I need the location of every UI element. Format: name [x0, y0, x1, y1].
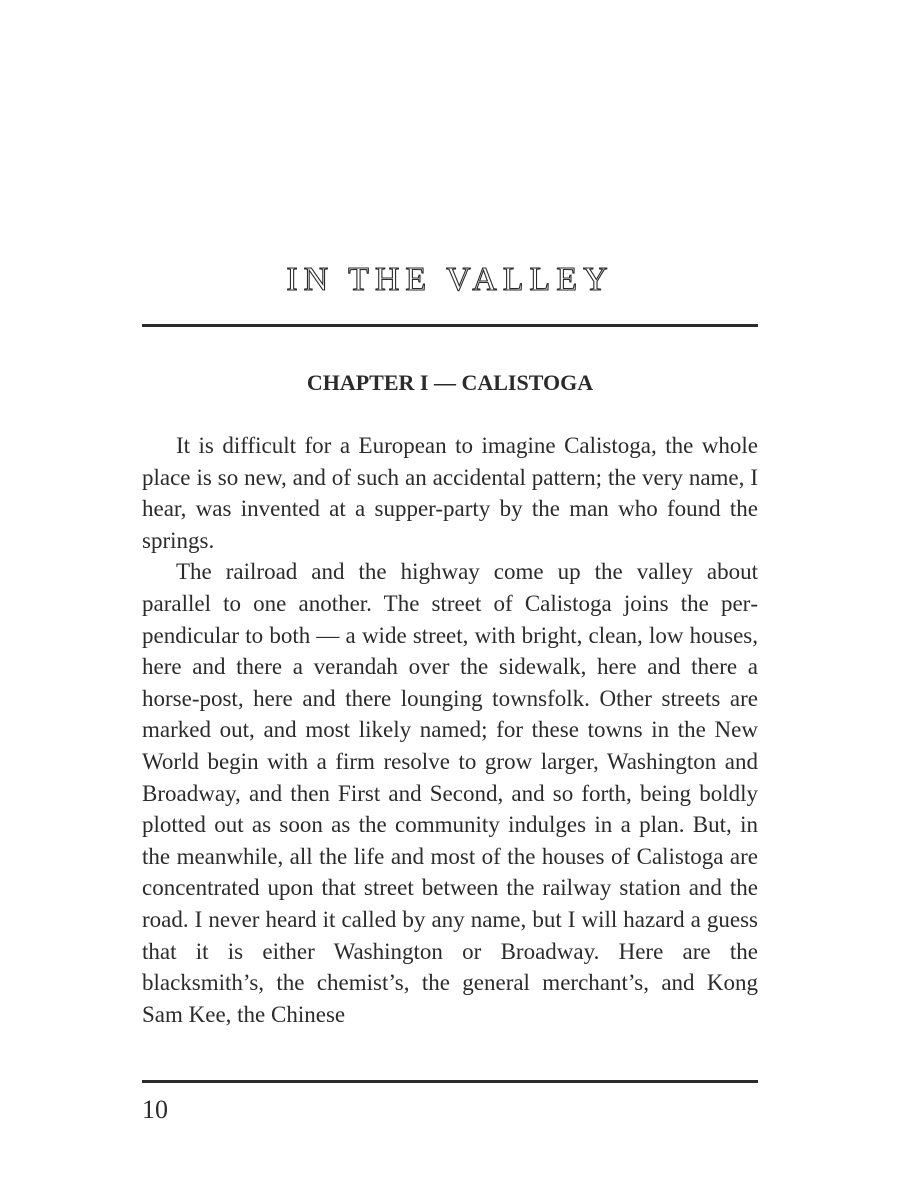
- part-title: IN THE VALLEY: [286, 261, 614, 298]
- paragraph-1: It is difficult for a European to imagine Calistoga, the whole place is so new, and of such an accidental pattern; the very name, I hear, was invented at a supper-party by the man who found the springs.: [142, 433, 758, 553]
- paragraph-2: The railroad and the highway come up the valley about parallel to one another. The street of Calistoga joins the perpendicular to both — a wide street, with bright, clean, low houses, here and there a verandah over the sidewalk, here and there a horse-post, here and there lounging townsfolk. Other streets are marked out, and most likely named; for these towns in the New World begin with a firm resolve to grow larger, Washington and Broadway, and then First and Second, and so forth, being boldly plotted out as soon as the community indulges in a plan. But, in the meanwhile, all the life and most of the houses of Calistoga are concentrated upon that street between the railway station and the road. I never heard it called by any name, but I will hazard a guess that it is either Washington or Broadway. Here are the blacksmith’s, the chemist’s, the general merchant’s, and Kong Sam Kee, the Chinese: [142, 559, 758, 1027]
- bottom-rule-divider: [142, 1080, 758, 1083]
- body-text: [142, 430, 758, 1030]
- page-number: 10: [142, 1095, 168, 1124]
- top-rule-divider: [142, 324, 758, 327]
- chapter-heading: CHAPTER I — CALISTOGA: [306, 370, 594, 395]
